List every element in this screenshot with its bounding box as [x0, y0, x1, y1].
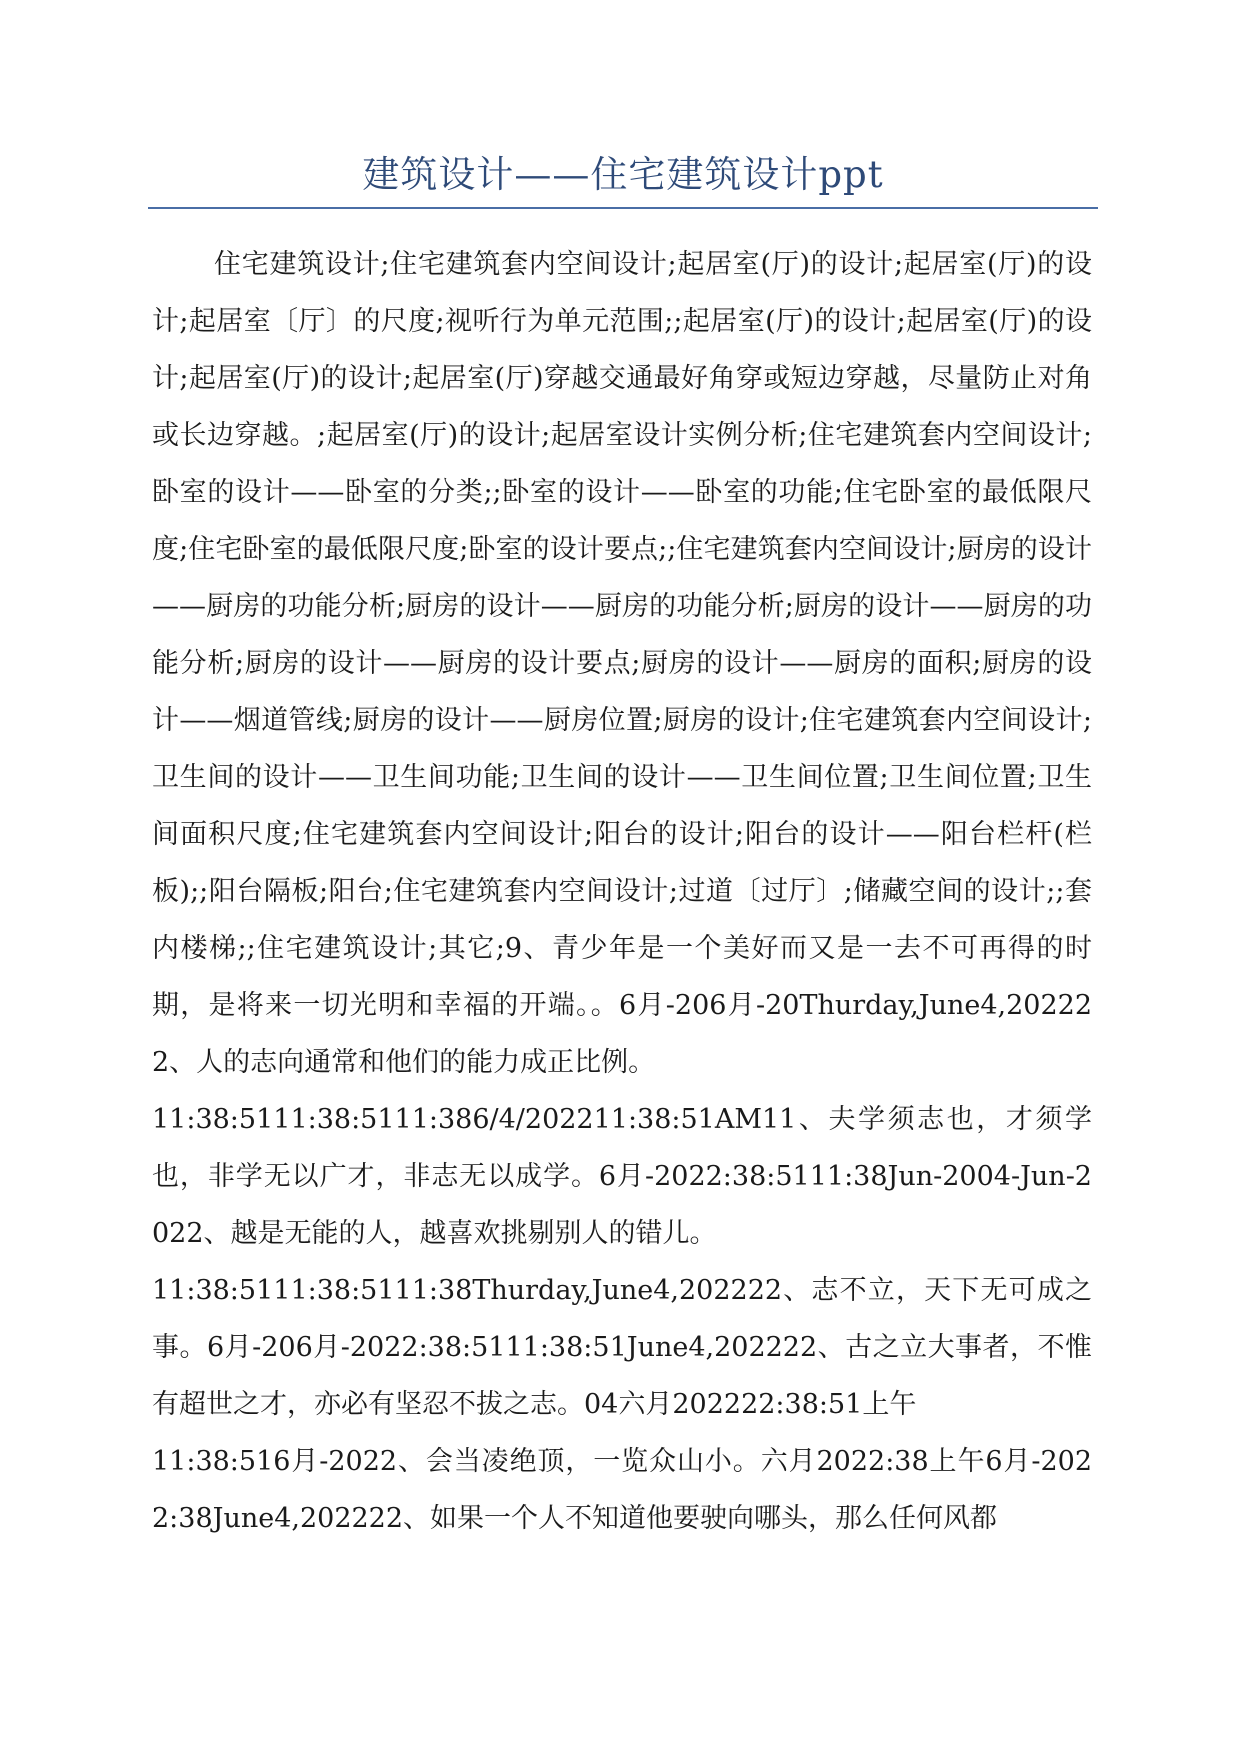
body-paragraph-2: 11:38:5111:38:5111:386/4/202211:38:51AM11、夫学须志也，才须学也，非学无以广才，非志无以成学。6月-2022:38:5111:38Jun-2004-Jun-2022、越是无能的人，越喜欢挑剔别人的错儿。 — [152, 1104, 1092, 1249]
document-body — [152, 236, 1092, 1547]
body-paragraph-3: 11:38:5111:38:5111:38Thurday,June4,202222、志不立，天下无可成之事。6月-206月-2022:38:5111:38:51June4,202222、古之立大事者，不惟有超世之才，亦必有坚忍不拔之志。04六月202222:38:51上午 — [152, 1275, 1092, 1420]
title-underline — [148, 207, 1098, 209]
body-paragraph-1: 住宅建筑设计;住宅建筑套内空间设计;起居室(厅)的设计;起居室(厅)的设计;起居室〔厅〕的尺度;视听行为单元范围;;起居室(厅)的设计;起居室(厅)的设计;起居室(厅)的设计;起居室(厅)穿越交通最好角穿或短边穿越，尽量防止对角或长边穿越。;起居室(厅)的设计;起居室设计实例分析;住宅建筑套内空间设计;卧室的设计——卧室的分类;;卧室的设计——卧室的功能;住宅卧室的最低限尺度;住宅卧室的最低限尺度;卧室的设计要点;;住宅建筑套内空间设计;厨房的设计——厨房的功能分析;厨房的设计——厨房的功能分析;厨房的设计——厨房的功能分析;厨房的设计——厨房的设计要点;厨房的设计——厨房的面积;厨房的设计——烟道管线;厨房的设计——厨房位置;厨房的设计;住宅建筑套内空间设计;卫生间的设计——卫生间功能;卫生间的设计——卫生间位置;卫生间位置;卫生间面积尺度;住宅建筑套内空间设计;阳台的设计;阳台的设计——阳台栏杆(栏板);;阳台隔板;阳台;住宅建筑套内空间设计;过道〔过厅〕;储藏空间的设计;;套内楼梯;;住宅建筑设计;其它;9、青少年是一个美好而又是一去不可再得的时期，是将来一切光明和幸福的开端。。6月-206月-20Thurday,June4,202222、人的志向通常和他们的能力成正比例。 — [152, 249, 1092, 1078]
body-paragraph-4: 11:38:516月-2022、会当凌绝顶，一览众山小。六月2022:38上午6月-2022:38June4,202222、如果一个人不知道他要驶向哪头，那么任何风都 — [152, 1446, 1092, 1534]
document-title: 建筑设计——住宅建筑设计ppt — [362, 153, 884, 196]
